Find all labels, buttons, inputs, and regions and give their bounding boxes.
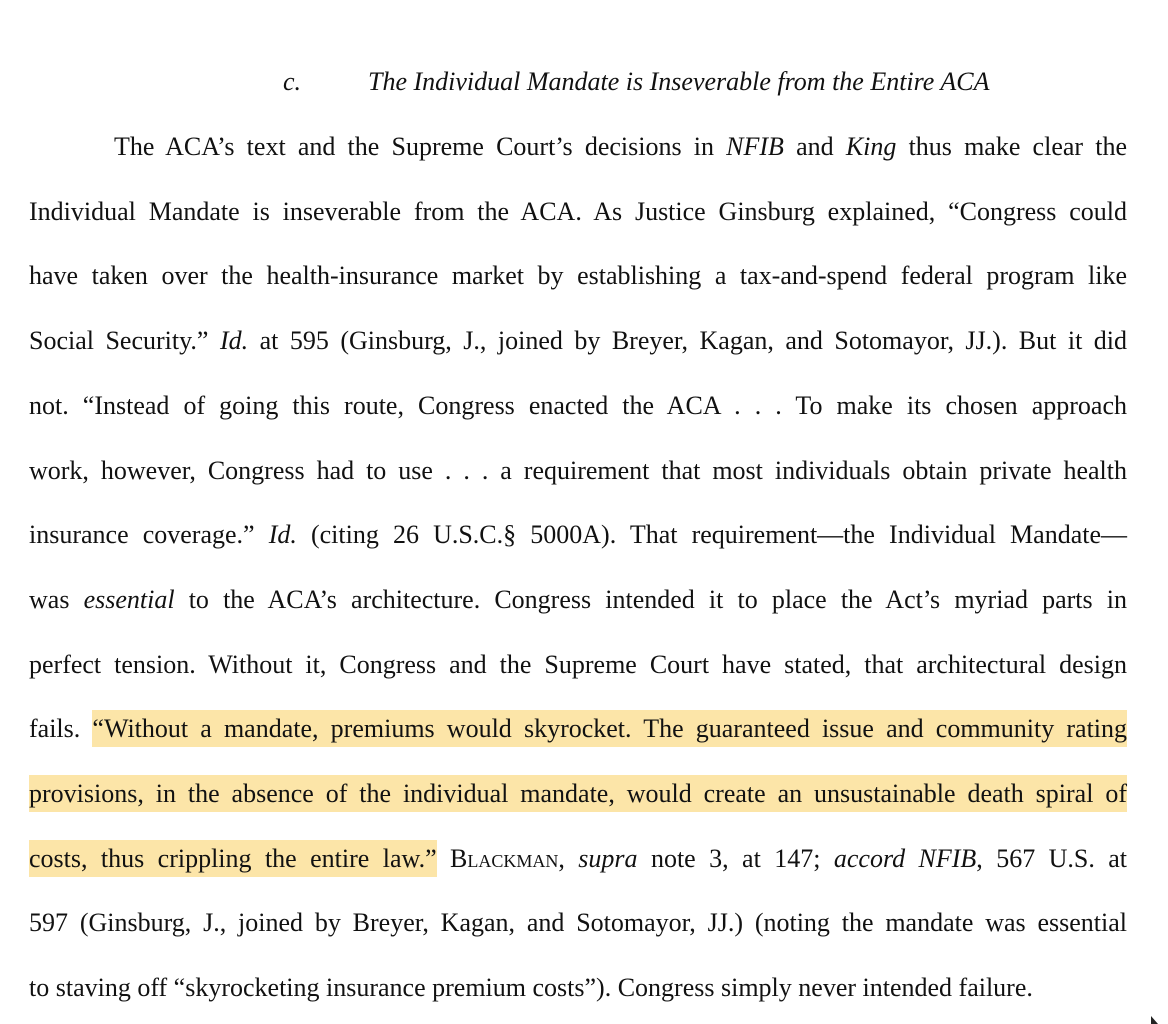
text-run: insurance coverage.” bbox=[29, 520, 269, 549]
highlighted-quote: “Without a mandate, premiums would skyrocket. The guaranteed issue and community rating bbox=[92, 710, 1127, 747]
section-title: The Individual Mandate is Inseverable from the Entire ACA bbox=[368, 67, 990, 96]
text-run: , bbox=[558, 844, 579, 873]
text-line-10 bbox=[29, 707, 1127, 751]
text-run: fails. bbox=[29, 714, 93, 743]
text-line-1 bbox=[114, 125, 1127, 169]
author-name: Blackman bbox=[450, 844, 559, 873]
text-line-7 bbox=[29, 513, 1127, 557]
case-name: King bbox=[845, 132, 897, 161]
text-line-3: have taken over the health-insurance market by establishing a tax-and-spend federal program like bbox=[29, 261, 1127, 290]
text-line-12 bbox=[29, 837, 1127, 881]
text-line-2: Individual Mandate is inseverable from the ACA. As Justice Ginsburg explained, “Congress could bbox=[29, 197, 1127, 226]
text-run: thus make clear the bbox=[896, 132, 1127, 161]
text-run: The ACA’s text and the Supreme Court’s decisions in bbox=[114, 132, 727, 161]
emphasis: essential bbox=[83, 585, 175, 614]
highlighted-quote: provisions, in the absence of the individual mandate, would create an unsustainable death spiral of bbox=[29, 775, 1127, 812]
text-run: was bbox=[29, 585, 84, 614]
text-line-9: perfect tension. Without it, Congress and the Supreme Court have stated, that architectural design bbox=[29, 650, 1127, 679]
case-name: NFIB bbox=[726, 132, 784, 161]
mouse-cursor-icon bbox=[1151, 1016, 1158, 1024]
citation-id: Id. bbox=[268, 520, 297, 549]
text-line-4 bbox=[29, 319, 1127, 363]
text-line-11 bbox=[29, 772, 1127, 816]
text-run: and bbox=[783, 132, 846, 161]
text-line-5: not. “Instead of going this route, Congress enacted the ACA . . . To make its chosen approach bbox=[29, 391, 1127, 420]
text-line-8 bbox=[29, 578, 1127, 622]
text-run: note 3, at 147; bbox=[637, 844, 834, 873]
citation-signal: supra bbox=[578, 844, 638, 873]
highlighted-quote: costs, thus crippling the entire law.” bbox=[29, 840, 437, 877]
text-run: to the ACA’s architecture. Congress intended it to place the Act’s myriad parts in bbox=[174, 585, 1127, 614]
text-run: (citing 26 U.S.C.§ 5000A). That requirement—the Individual Mandate— bbox=[296, 520, 1127, 549]
section-letter: c. bbox=[283, 67, 302, 96]
text-run: at 595 (Ginsburg, J., joined by Breyer, Kagan, and Sotomayor, JJ.). But it did bbox=[248, 326, 1128, 355]
text-line-13: 597 (Ginsburg, J., joined by Breyer, Kagan, and Sotomayor, JJ.) (noting the mandate was essential bbox=[29, 908, 1127, 937]
text-run: , 567 U.S. at bbox=[976, 844, 1128, 873]
citation-signal: accord NFIB bbox=[833, 844, 977, 873]
text-line-6: work, however, Congress had to use . . . a requirement that most individuals obtain private health bbox=[29, 456, 1127, 485]
citation-id: Id. bbox=[219, 326, 249, 355]
text-line-14: to staving off “skyrocketing insurance premium costs”). Congress simply never intended failure. bbox=[29, 973, 1033, 1002]
text-run bbox=[437, 844, 450, 873]
text-run: Social Security.” bbox=[29, 326, 220, 355]
